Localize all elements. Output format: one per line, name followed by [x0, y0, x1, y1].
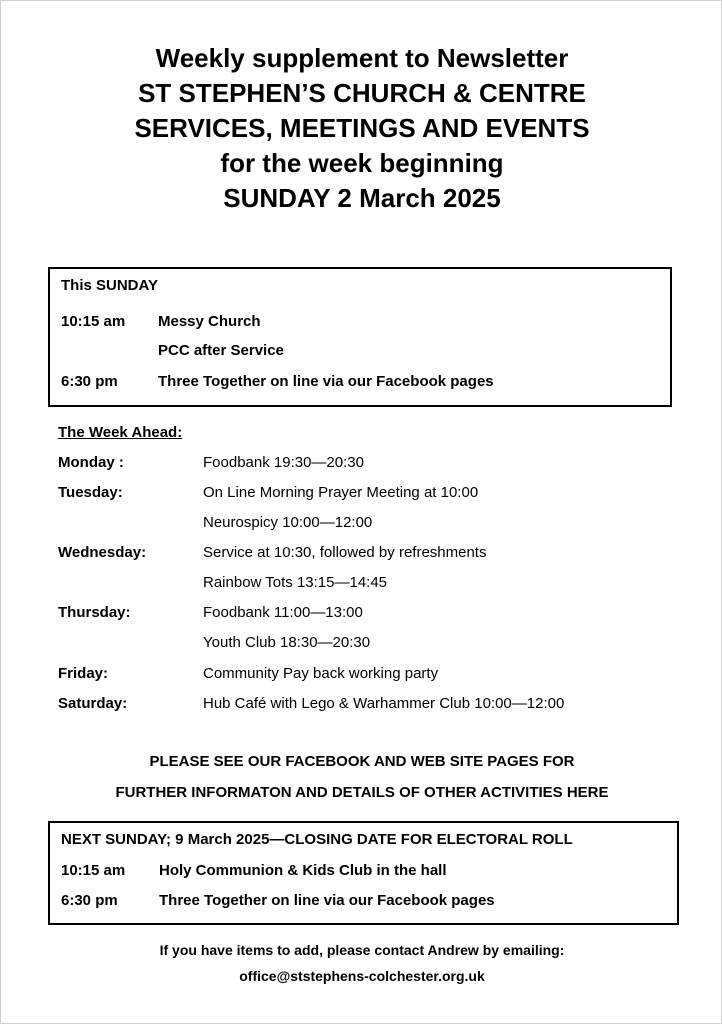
week-event: Service at 10:30, followed by refreshments: [203, 544, 487, 561]
week-event: Foodbank 11:00—13:00: [203, 604, 363, 621]
facebook-notice-line-2: FURTHER INFORMATON AND DETAILS OF OTHER ACTIVITIES HERE: [115, 784, 609, 801]
title-line-4: for the week beginning: [220, 148, 504, 178]
week-row: [58, 514, 698, 536]
week-event: Rainbow Tots 13:15—14:45: [203, 574, 388, 591]
item-time: 6:30 pm: [61, 373, 118, 390]
week-day: Friday:: [58, 665, 109, 682]
week-ahead-heading: The Week Ahead:: [58, 424, 183, 441]
item-time: 6:30 pm: [61, 892, 118, 909]
week-row: [58, 604, 698, 626]
week-event: Foodbank 19:30—20:30: [203, 454, 364, 471]
week-day: Tuesday:: [58, 484, 123, 501]
week-event: On Line Morning Prayer Meeting at 10:00: [203, 484, 479, 501]
week-row: [58, 454, 698, 476]
contact-line: If you have items to add, please contact Andrew by emailing:: [159, 942, 565, 958]
week-row: [58, 695, 698, 717]
week-day: Monday :: [58, 454, 124, 471]
item-text: Messy Church: [158, 313, 261, 330]
week-day: Saturday:: [58, 695, 128, 712]
week-day: Wednesday:: [58, 544, 147, 561]
title-line-5: SUNDAY 2 March 2025: [223, 183, 501, 213]
week-event: Community Pay back working party: [203, 665, 439, 682]
week-day: Thursday:: [58, 604, 131, 621]
week-event: Neurospicy 10:00—12:00: [203, 514, 373, 531]
week-row: [58, 544, 698, 566]
week-event: Youth Club 18:30—20:30: [203, 634, 371, 651]
week-row: [58, 634, 698, 656]
week-row: [58, 484, 698, 506]
title-line-2: ST STEPHEN’S CHURCH & CENTRE: [138, 78, 586, 108]
this-sunday-heading: This SUNDAY: [61, 277, 158, 294]
item-text: Holy Communion & Kids Club in the hall: [159, 862, 447, 879]
item-text: Three Together on line via our Facebook pages: [158, 373, 494, 390]
title-line-1: Weekly supplement to Newsletter: [155, 43, 569, 73]
item-text: Three Together on line via our Facebook pages: [159, 892, 495, 909]
week-event: Hub Café with Lego & Warhammer Club 10:00—12:00: [203, 695, 565, 712]
contact-email[interactable]: office@ststephens-colchester.org.uk: [239, 968, 485, 984]
week-row: [58, 665, 698, 687]
title-line-3: SERVICES, MEETINGS AND EVENTS: [134, 113, 590, 143]
item-time: 10:15 am: [61, 862, 126, 879]
facebook-notice-line-1: PLEASE SEE OUR FACEBOOK AND WEB SITE PAGES FOR: [149, 753, 575, 770]
this-sunday-box: [48, 267, 672, 407]
item-time: 10:15 am: [61, 313, 126, 330]
item-text: PCC after Service: [158, 342, 284, 359]
week-row: [58, 574, 698, 596]
next-sunday-heading: NEXT SUNDAY; 9 March 2025—CLOSING DATE FOR ELECTORAL ROLL: [61, 831, 573, 848]
next-sunday-box: [48, 821, 679, 925]
page-title: [1, 41, 722, 216]
